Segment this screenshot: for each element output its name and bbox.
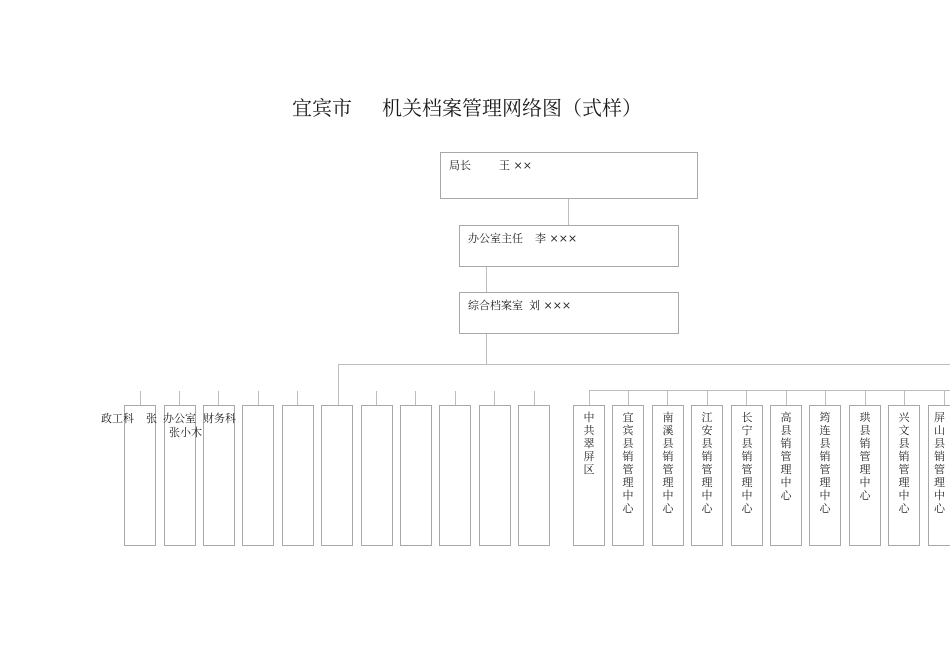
director-box — [440, 152, 698, 199]
branch-label: 高 县销管理中心 — [780, 411, 803, 502]
title-city: 宜宾市 — [292, 96, 352, 120]
dept-column-6 — [321, 405, 353, 546]
branch-label: 长宁县销管理中心 — [741, 411, 753, 515]
office-head-box — [459, 225, 679, 267]
branch-column — [928, 405, 950, 546]
dept-column-1 — [124, 405, 156, 546]
branch-label: 兴文县销管理中心 — [898, 411, 910, 515]
dept-column-8 — [400, 405, 432, 546]
branch-column — [809, 405, 841, 546]
archive-room-box — [459, 292, 679, 334]
dept-column-11 — [518, 405, 550, 546]
office-head-role: 办公室主任 — [468, 232, 523, 245]
branch-column — [849, 405, 881, 546]
branch-label: 中共翠屏区 — [583, 411, 595, 476]
archive-room-name: 刘 ××× — [529, 299, 572, 312]
dept-column-4 — [242, 405, 274, 546]
branch-column — [731, 405, 763, 546]
branch-column — [691, 405, 723, 546]
director-role: 局长 — [449, 159, 471, 172]
label-finance: 财务科 — [203, 412, 236, 425]
branch-column — [612, 405, 644, 546]
dept-column-10 — [479, 405, 511, 546]
branch-label: 屏山县销管理中心 — [934, 411, 945, 515]
branch-label: 南溪县销管理中心 — [662, 411, 674, 515]
label-zhenggong: 政工科 — [101, 412, 134, 425]
branch-column — [770, 405, 802, 546]
branch-label: 江安县销管理中心 — [701, 411, 713, 515]
office-head-name: 李 ××× — [535, 232, 578, 245]
label-office-person: 张小木 — [169, 426, 202, 439]
title-main: 机关档案管理网络图（式样） — [382, 96, 642, 120]
branch-column — [573, 405, 605, 546]
dept-column-9 — [439, 405, 471, 546]
branch-label: 宜宾县销管理中心 — [622, 411, 634, 515]
label-zhang: 张 — [146, 412, 157, 425]
dept-column-7 — [361, 405, 393, 546]
label-office: 办公室 — [163, 412, 196, 425]
branch-column — [888, 405, 920, 546]
dept-column-3 — [203, 405, 235, 546]
director-name: 王 ×× — [499, 159, 532, 172]
dept-column-5 — [282, 405, 314, 546]
archive-room-role: 综合档案室 — [468, 299, 523, 312]
branch-column — [652, 405, 684, 546]
branch-label: 筠连县销管理中心 — [819, 411, 831, 515]
branch-label: 珙县销管理中心 — [859, 411, 871, 502]
